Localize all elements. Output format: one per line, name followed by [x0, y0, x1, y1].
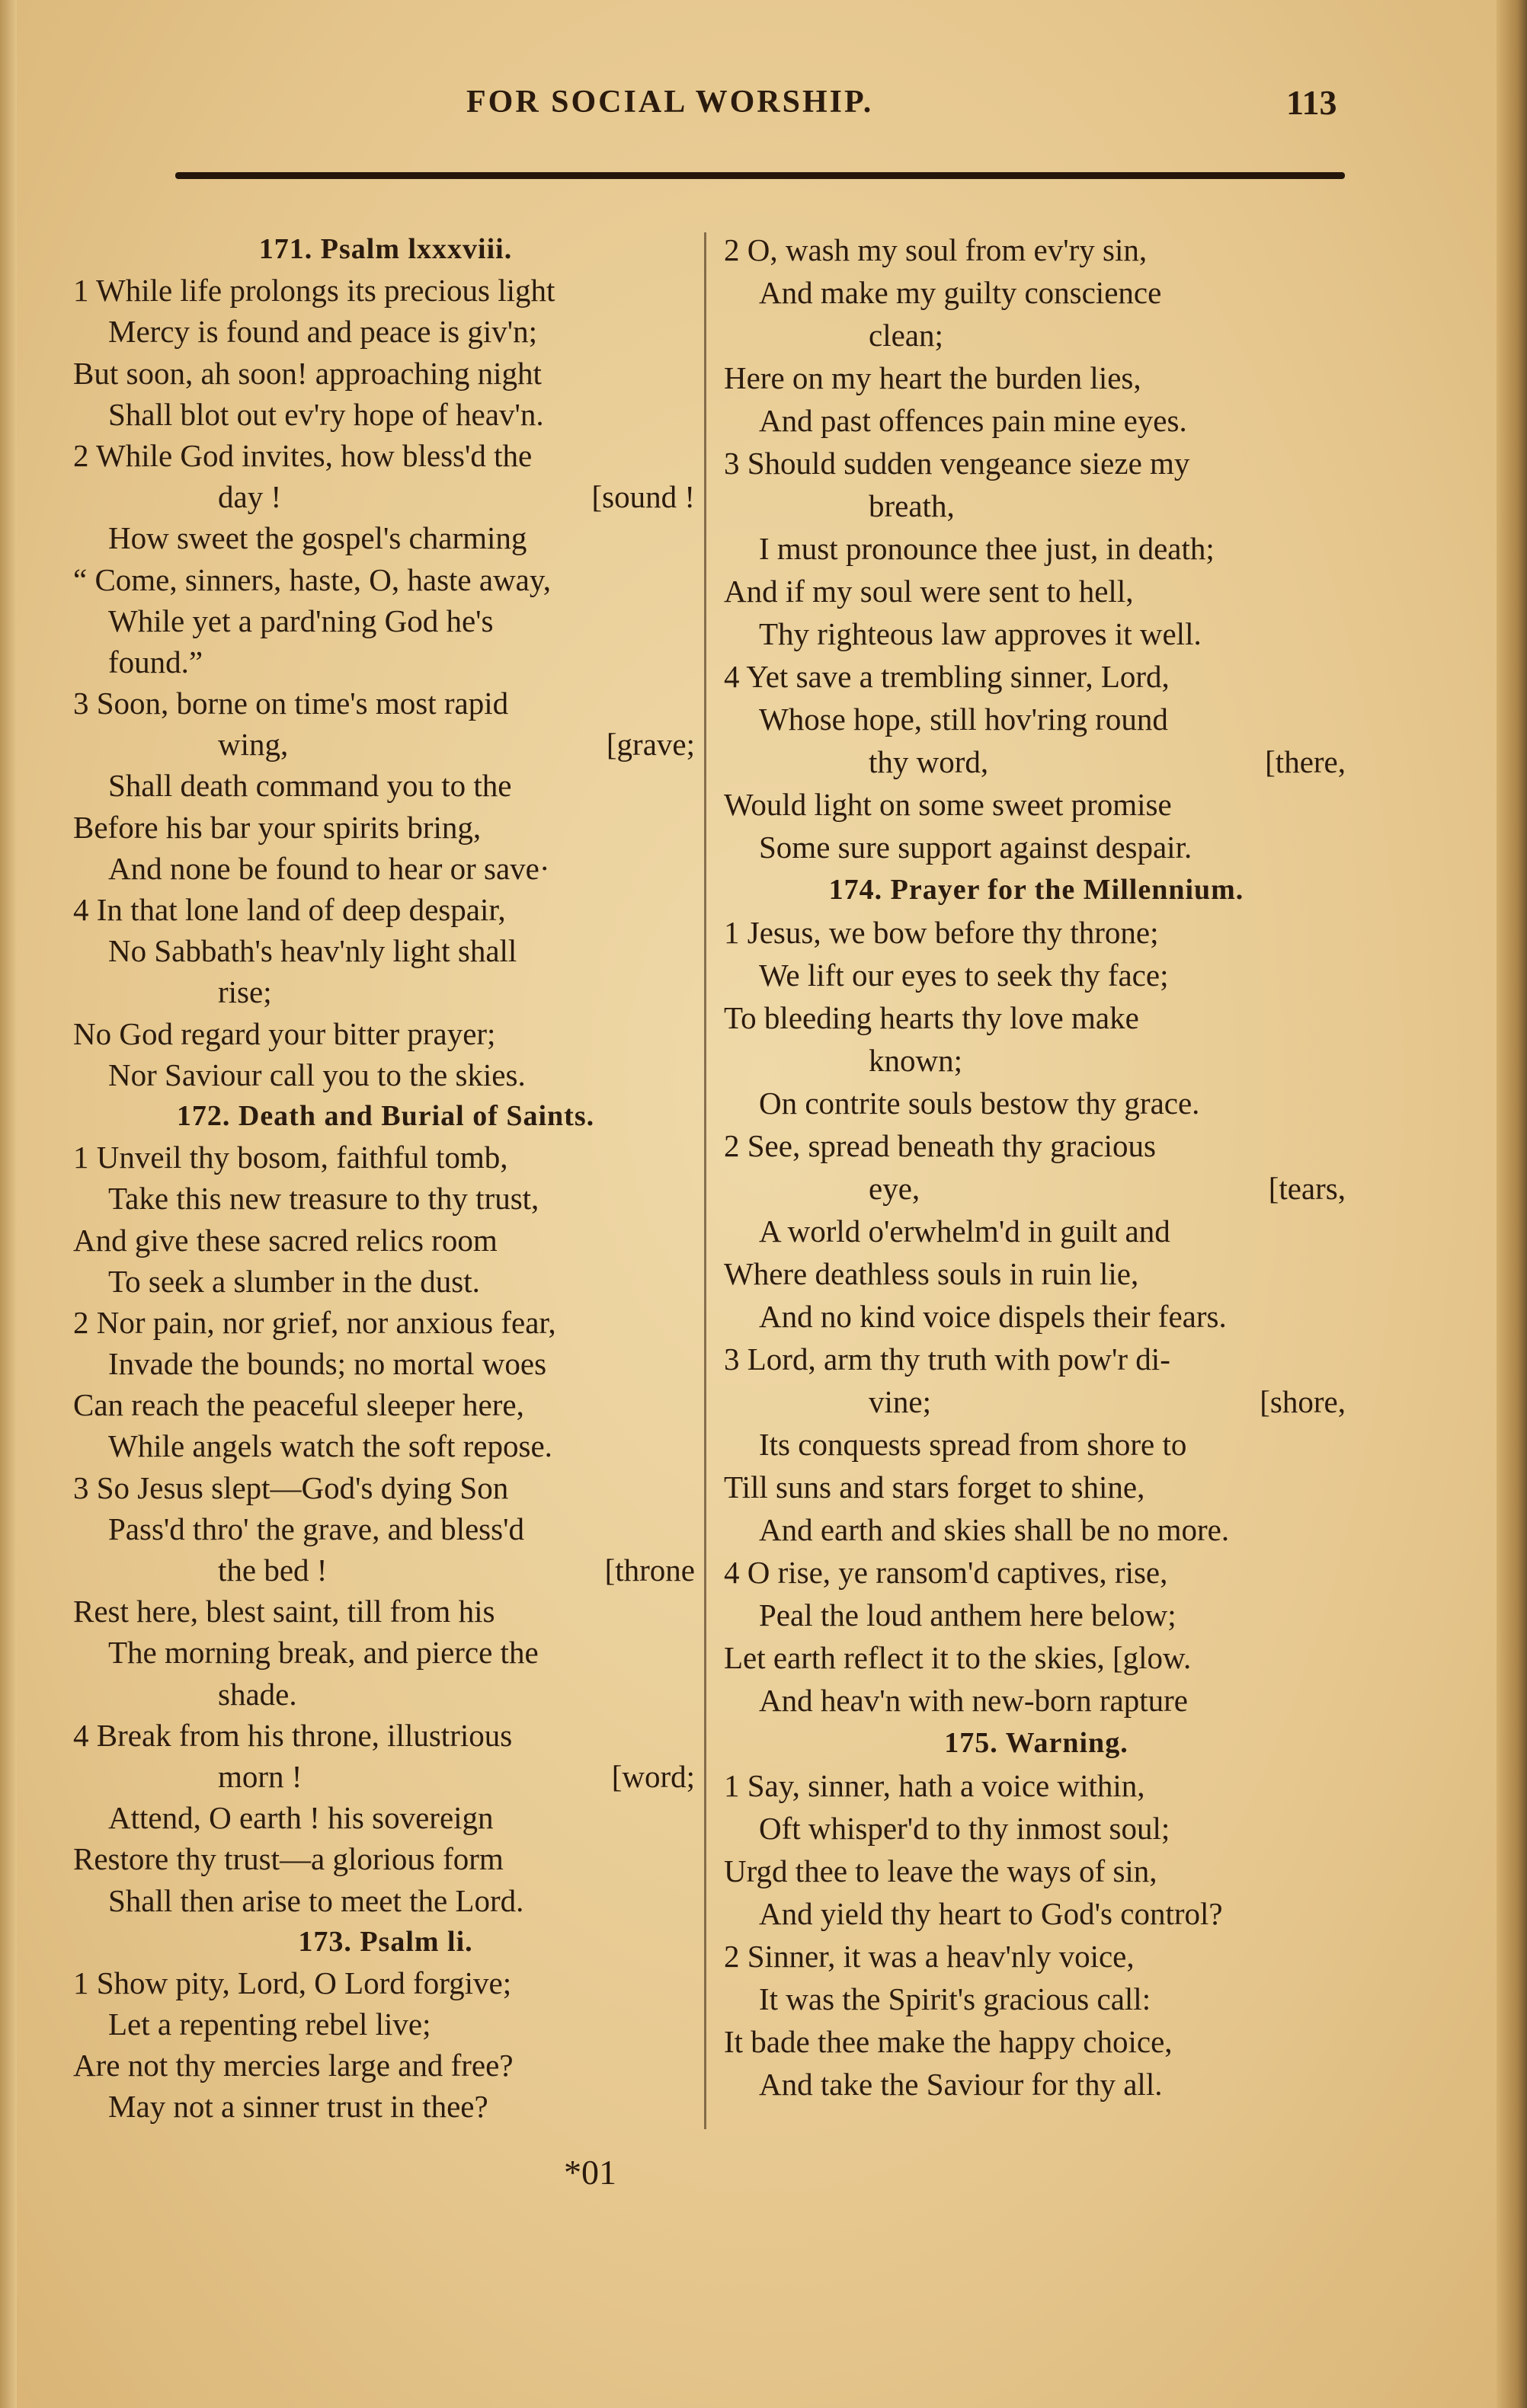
- verse-line: [73, 1384, 698, 1425]
- verse-line: [73, 724, 698, 765]
- line-text: Before his bar your spirits bring,: [73, 809, 482, 845]
- hymn-title: [73, 1095, 698, 1137]
- line-text: thy word,: [869, 744, 989, 779]
- verse-line: [724, 484, 1349, 527]
- line-text: To bleeding hearts thy love make: [724, 1000, 1139, 1035]
- line-text: breath,: [869, 488, 955, 523]
- verse-line: [724, 1082, 1349, 1124]
- line-text: Where deathless souls in ruin lie,: [724, 1256, 1139, 1291]
- verse-line: [73, 2003, 698, 2045]
- line-text: 3 So Jesus slept—God's dying Son: [73, 1469, 509, 1505]
- line-text: Restore thy trust—a glorious form: [73, 1841, 504, 1877]
- line-text: And none be found to hear or save·: [108, 850, 550, 886]
- verse-line: [73, 476, 698, 517]
- verse-line: [73, 270, 698, 311]
- line-text: 2 While God invites, how bless'd the: [73, 437, 533, 473]
- hymn-title: [724, 1722, 1349, 1764]
- verse-line: [724, 1508, 1349, 1551]
- line-text: Let a repenting rebel live;: [108, 2007, 431, 2042]
- verse-line: [73, 1880, 698, 1921]
- verse-line: [724, 570, 1349, 612]
- verse-line: [724, 1850, 1349, 1892]
- line-text: eye,: [869, 1171, 920, 1206]
- line-text: 175. Warning.: [944, 1727, 1128, 1759]
- line-text: Peal the loud anthem here below;: [759, 1597, 1176, 1633]
- line-text: 173. Psalm li.: [298, 1925, 473, 1958]
- verse-line: [73, 641, 698, 683]
- bracketed-carryover: [tears,: [1268, 1171, 1346, 1206]
- verse-line: [73, 848, 698, 889]
- line-text: While angels watch the soft repose.: [108, 1428, 552, 1464]
- line-text: Mercy is found and peace is giv'n;: [108, 314, 538, 350]
- line-text: I must pronounce thee just, in death;: [759, 531, 1215, 566]
- line-text: the bed !: [218, 1553, 328, 1588]
- verse-line: [73, 1838, 698, 1879]
- verse-line: [724, 1252, 1349, 1295]
- verse-line: [73, 1632, 698, 1673]
- signature-mark: *01: [564, 2153, 616, 2192]
- line-text: morn !: [218, 1758, 303, 1794]
- verse-line: [73, 1425, 698, 1466]
- line-text: 2 Nor pain, nor grief, nor anxious fear,: [73, 1304, 556, 1340]
- line-text: And earth and skies shall be no more.: [759, 1512, 1230, 1547]
- line-text: Can reach the peaceful sleeper here,: [73, 1387, 524, 1423]
- verse-line: [724, 271, 1349, 314]
- verse-line: [73, 765, 698, 806]
- verse-line: [73, 1137, 698, 1178]
- verse-line: [724, 1636, 1349, 1679]
- line-text: The morning break, and pierce the: [108, 1635, 539, 1671]
- page-left-edge: [0, 0, 17, 2408]
- line-text: Shall death command you to the: [108, 768, 512, 804]
- line-text: No God regard your bitter prayer;: [73, 1015, 496, 1051]
- verse-line: [724, 314, 1349, 357]
- line-text: To seek a slumber in the dust.: [108, 1263, 480, 1299]
- line-text: Pass'd thro' the grave, and bless'd: [108, 1511, 524, 1546]
- line-text: 3 Should sudden vengeance sieze my: [724, 446, 1190, 481]
- verse-line: [724, 1935, 1349, 1978]
- verse-line: [724, 1978, 1349, 2020]
- verse-line: [724, 1124, 1349, 1167]
- line-text: On contrite souls bestow thy grace.: [759, 1086, 1200, 1121]
- line-text: We lift our eyes to seek thy face;: [759, 958, 1169, 993]
- line-text: 171. Psalm lxxxviii.: [258, 233, 513, 265]
- line-text: 2 See, spread beneath thy gracious: [724, 1128, 1156, 1163]
- verse-line: [73, 353, 698, 394]
- bracketed-carryover: [sound !: [591, 479, 695, 515]
- line-text: 3 Lord, arm thy truth with pow'r di-: [724, 1342, 1170, 1377]
- verse-line: [73, 889, 698, 930]
- verse-line: [73, 807, 698, 848]
- line-text: 4 Yet save a trembling sinner, Lord,: [724, 659, 1170, 694]
- verse-line: [724, 911, 1349, 954]
- verse-line: [724, 612, 1349, 655]
- line-text: 3 Soon, borne on time's most rapid: [73, 686, 509, 721]
- page-right-edge: [1497, 0, 1527, 2408]
- line-text: Oft whisper'd to thy inmost soul;: [759, 1811, 1170, 1846]
- verse-line: [73, 1756, 698, 1797]
- verse-line: [724, 826, 1349, 868]
- verse-line: [73, 1054, 698, 1095]
- bracketed-carryover: [grave;: [606, 727, 695, 763]
- line-text: 1 Say, sinner, hath a voice within,: [724, 1768, 1145, 1803]
- hymn-title: [724, 868, 1349, 911]
- verse-line: [724, 698, 1349, 740]
- line-text: While yet a pard'ning God he's: [108, 603, 494, 638]
- verse-line: [724, 1679, 1349, 1722]
- verse-line: [73, 394, 698, 435]
- verse-line: [724, 527, 1349, 570]
- line-text: Attend, O earth ! his sovereign: [108, 1800, 494, 1836]
- verse-line: [724, 1380, 1349, 1423]
- verse-line: [73, 311, 698, 352]
- hymn-title: [73, 229, 698, 270]
- verse-line: [724, 1594, 1349, 1636]
- line-text: Rest here, blest saint, till from his: [73, 1594, 495, 1629]
- verse-line: [73, 1467, 698, 1508]
- line-text: Shall then arise to meet the Lord.: [108, 1882, 524, 1918]
- verse-line: [724, 1551, 1349, 1594]
- verse-line: [73, 971, 698, 1012]
- verse-line: [73, 1178, 698, 1219]
- verse-line: [73, 683, 698, 724]
- verse-line: [724, 2020, 1349, 2063]
- bracketed-carryover: [throne: [604, 1553, 695, 1588]
- line-text: And make my guilty conscience: [759, 275, 1162, 310]
- line-text: Are not thy mercies large and free?: [73, 2048, 514, 2083]
- bracketed-carryover: [there,: [1265, 744, 1346, 779]
- line-text: May not a sinner trust in thee?: [108, 2089, 488, 2125]
- line-text: 174. Prayer for the Millennium.: [828, 874, 1244, 906]
- right-column: [724, 229, 1349, 2106]
- verse-line: [724, 655, 1349, 698]
- line-text: Shall blot out ev'ry hope of heav'n.: [108, 396, 544, 432]
- line-text: 172. Death and Burial of Saints.: [176, 1099, 595, 1132]
- verse-line: [73, 1220, 698, 1261]
- line-text: Whose hope, still hov'ring round: [759, 702, 1168, 737]
- line-text: No Sabbath's heav'nly light shall: [108, 933, 517, 969]
- verse-line: [724, 1039, 1349, 1082]
- line-text: It was the Spirit's gracious call:: [759, 1981, 1151, 2016]
- verse-line: [724, 1892, 1349, 1935]
- line-text: rise;: [218, 974, 272, 1010]
- line-text: Till suns and stars forget to shine,: [724, 1469, 1145, 1505]
- line-text: Invade the bounds; no mortal woes: [108, 1346, 547, 1382]
- line-text: “ Come, sinners, haste, O, haste away,: [73, 561, 551, 597]
- verse-line: [73, 1674, 698, 1715]
- line-text: It bade thee make the happy choice,: [724, 2024, 1173, 2059]
- verse-line: [73, 1549, 698, 1591]
- verse-line: [73, 1508, 698, 1549]
- line-text: known;: [869, 1043, 962, 1078]
- verse-line: [73, 2045, 698, 2086]
- line-text: Here on my heart the burden lies,: [724, 360, 1141, 395]
- line-text: And past offences pain mine eyes.: [759, 403, 1187, 438]
- line-text: 1 Jesus, we bow before thy throne;: [724, 915, 1159, 950]
- bracketed-carryover: [word;: [611, 1758, 695, 1794]
- verse-line: [724, 399, 1349, 442]
- verse-line: [724, 1466, 1349, 1508]
- line-text: A world o'erwhelm'd in guilt and: [759, 1214, 1170, 1249]
- verse-line: [73, 517, 698, 558]
- line-text: vine;: [869, 1384, 931, 1419]
- verse-line: [73, 559, 698, 600]
- verse-line: [73, 1261, 698, 1302]
- line-text: Would light on some sweet promise: [724, 787, 1172, 822]
- line-text: wing,: [218, 727, 289, 763]
- verse-line: [724, 1338, 1349, 1380]
- verse-line: [73, 1591, 698, 1632]
- verse-line: [724, 1210, 1349, 1252]
- verse-line: [73, 1962, 698, 2003]
- line-text: But soon, ah soon! approaching night: [73, 355, 542, 391]
- line-text: 1 While life prolongs its precious light: [73, 273, 555, 309]
- line-text: 4 In that lone land of deep despair,: [73, 892, 506, 927]
- verse-line: [724, 740, 1349, 783]
- verse-line: [73, 600, 698, 641]
- line-text: shade.: [218, 1676, 297, 1712]
- verse-line: [724, 1807, 1349, 1850]
- verse-line: [73, 930, 698, 971]
- column-divider: [704, 232, 706, 2129]
- bracketed-carryover: [shore,: [1260, 1384, 1346, 1419]
- line-text: Nor Saviour call you to the skies.: [108, 1057, 526, 1092]
- header-rule: [175, 172, 1345, 179]
- line-text: And take the Saviour for thy all.: [759, 2067, 1163, 2102]
- verse-line: [724, 2063, 1349, 2106]
- line-text: 2 O, wash my soul from ev'ry sin,: [724, 232, 1148, 267]
- line-text: And if my soul were sent to hell,: [724, 574, 1134, 609]
- verse-line: [724, 1423, 1349, 1466]
- verse-line: [724, 954, 1349, 996]
- verse-line: [73, 1302, 698, 1343]
- line-text: Thy righteous law approves it well.: [759, 616, 1202, 651]
- line-text: 4 Break from his throne, illustrious: [73, 1717, 513, 1753]
- hymn-title: [73, 1921, 698, 1962]
- verse-line: [73, 1343, 698, 1384]
- line-text: And give these sacred relics room: [73, 1222, 498, 1258]
- running-header: FOR SOCIAL WORSHIP.: [466, 85, 874, 120]
- line-text: And heav'n with new-born rapture: [759, 1683, 1188, 1718]
- verse-line: [724, 442, 1349, 484]
- verse-line: [73, 1013, 698, 1054]
- verse-line: [73, 2086, 698, 2127]
- line-text: Its conquests spread from shore to: [759, 1427, 1187, 1462]
- line-text: And yield thy heart to God's control?: [759, 1896, 1223, 1931]
- verse-line: [724, 1167, 1349, 1210]
- verse-line: [724, 1295, 1349, 1338]
- left-column: [73, 229, 698, 2128]
- line-text: Urgd thee to leave the ways of sin,: [724, 1853, 1157, 1888]
- line-text: 1 Unveil thy bosom, faithful tomb,: [73, 1140, 508, 1175]
- line-text: found.”: [108, 644, 203, 680]
- verse-line: [724, 229, 1349, 271]
- verse-line: [724, 783, 1349, 826]
- line-text: 2 Sinner, it was a heav'nly voice,: [724, 1939, 1135, 1974]
- verse-line: [724, 357, 1349, 399]
- line-text: Some sure support against despair.: [759, 830, 1192, 865]
- verse-line: [73, 435, 698, 476]
- line-text: Let earth reflect it to the skies, [glow.: [724, 1640, 1192, 1675]
- line-text: 4 O rise, ye ransom'd captives, rise,: [724, 1555, 1168, 1590]
- line-text: clean;: [869, 318, 943, 353]
- line-text: 1 Show pity, Lord, O Lord forgive;: [73, 1965, 512, 2000]
- line-text: And no kind voice dispels their fears.: [759, 1299, 1227, 1334]
- verse-line: [73, 1715, 698, 1756]
- line-text: How sweet the gospel's charming: [108, 520, 527, 556]
- line-text: day !: [218, 479, 282, 515]
- line-text: Take this new treasure to thy trust,: [108, 1181, 539, 1217]
- verse-line: [724, 996, 1349, 1039]
- verse-line: [73, 1797, 698, 1838]
- page-number: 113: [1286, 83, 1337, 122]
- verse-line: [724, 1764, 1349, 1807]
